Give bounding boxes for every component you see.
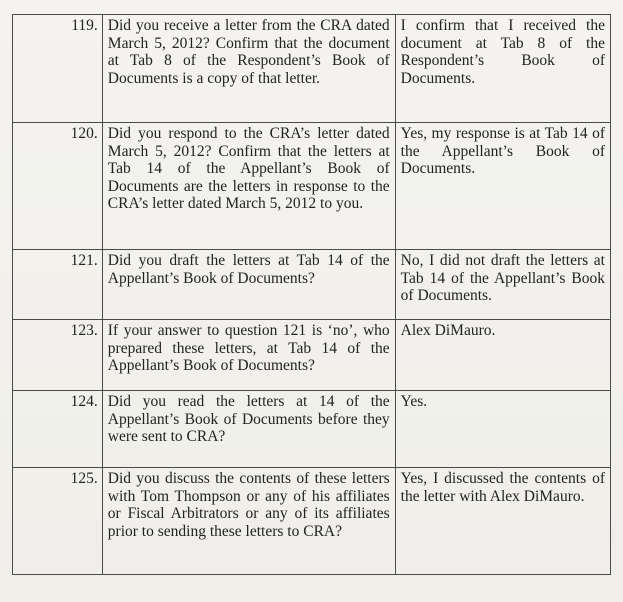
- question-text: Did you discuss the contents of these letters with Tom Thompson or any of his affiliates or Fiscal Arbitrators or any of its affiliates prior to sending these letters to CRA?: [102, 468, 395, 575]
- answer-text: Yes, I discussed the contents of the letter with Alex DiMauro.: [395, 468, 610, 575]
- answer-text: Alex DiMauro.: [395, 320, 610, 391]
- answer-text: I confirm that I received the document at Tab 8 of the Respondent’s Book of Documents.: [395, 15, 610, 123]
- question-text: If your answer to question 121 is ‘no’, who prepared these letters, at Tab 14 of the Appellant’s Book of Documents?: [102, 320, 395, 391]
- question-number: 120.: [13, 123, 103, 250]
- answer-text: No, I did not draft the letters at Tab 14 of the Appellant’s Book of Documents.: [395, 250, 610, 320]
- question-number: 119.: [13, 15, 103, 123]
- answer-text: Yes, my response is at Tab 14 of the Appellant’s Book of Documents.: [395, 123, 610, 250]
- table-row: [13, 391, 611, 468]
- question-text: Did you draft the letters at Tab 14 of the Appellant’s Book of Documents?: [102, 250, 395, 320]
- question-text: Did you receive a letter from the CRA dated March 5, 2012? Confirm that the document at Tab 8 of the Respondent’s Book of Documents is a copy of that letter.: [102, 15, 395, 123]
- question-number: 125.: [13, 468, 103, 575]
- question-answer-table: [12, 14, 611, 575]
- table-row: [13, 468, 611, 575]
- question-number: 123.: [13, 320, 103, 391]
- answer-text: Yes.: [395, 391, 610, 468]
- table-row: [13, 123, 611, 250]
- question-number: 124.: [13, 391, 103, 468]
- question-text: Did you read the letters at 14 of the Appellant’s Book of Documents before they were sent to CRA?: [102, 391, 395, 468]
- question-text: Did you respond to the CRA’s letter dated March 5, 2012? Confirm that the letters at Tab 14 of the Appellant’s Book of Documents are the letters in response to the CRA’s letter dated March 5, 2012 to you.: [102, 123, 395, 250]
- table-row: [13, 15, 611, 123]
- question-number: 121.: [13, 250, 103, 320]
- table-row: [13, 250, 611, 320]
- table-row: [13, 320, 611, 391]
